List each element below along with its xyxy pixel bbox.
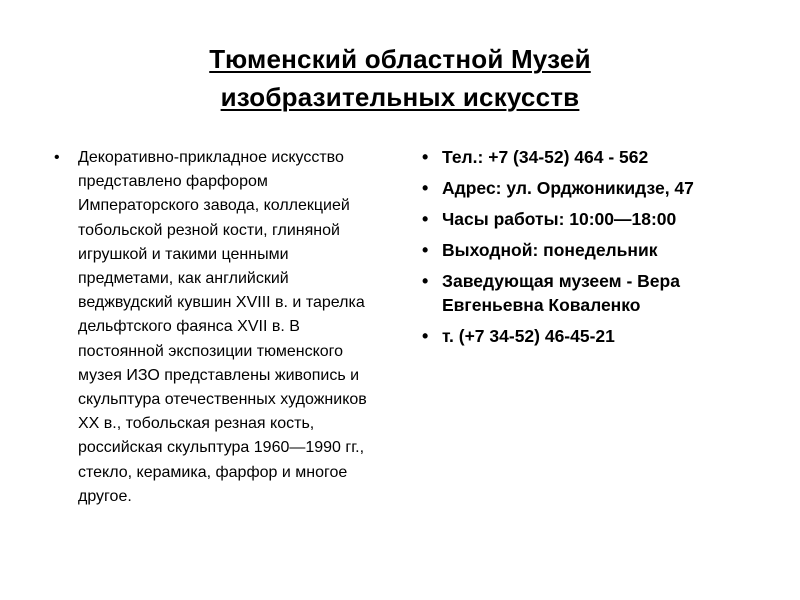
contact-phone-2-text: т. (+7 34-52) 46-45-21 [442,326,615,346]
description-text: Декоративно-прикладное искусство представлено фарфором Императорского завода, коллекцией тобольской резной кости, глиняной игрушкой и такими ценными предметами, как английский веджвудский кувшин XVIII в. и тарелка дельфтского фаянса XVII в. В постоянной экспозиции тюменского музея ИЗО представлены живопись и скульптура отечественных художников XX в., тобольская резная кость, российская скульптура 1960—1990 гг., стекло, керамика, фарфор и многое другое. [78,149,367,505]
contact-info-column [418,145,763,355]
bullet-icon: • [422,209,429,229]
bullet-icon: • [422,326,429,346]
contact-manager [418,269,763,317]
contact-phone-text: Тел.: +7 (34-52) 464 - 562 [442,147,649,167]
bullet-icon: • [54,149,60,166]
contact-address [418,176,763,200]
title-line-2: изобразительных искусств [220,82,580,112]
contact-manager-text: Заведующая музеем - Вера Евгеньевна Коваленко [442,271,680,315]
contact-phone [418,145,763,169]
description-item [50,146,380,509]
page-title [100,40,700,116]
bullet-icon: • [422,240,429,260]
contact-hours-text: Часы работы: 10:00—18:00 [442,209,677,229]
bullet-icon: • [422,147,429,167]
contact-address-text: Адрес: ул. Орджоникидзе, 47 [442,178,694,198]
bullet-icon: • [422,178,429,198]
contact-day-off-text: Выходной: понедельник [442,240,658,260]
title-line-1: Тюменский областной Музей [209,44,591,74]
contact-hours [418,207,763,231]
bullet-icon: • [422,271,429,291]
contact-day-off [418,238,763,262]
contact-phone-2 [418,324,763,348]
description-column [50,146,380,509]
